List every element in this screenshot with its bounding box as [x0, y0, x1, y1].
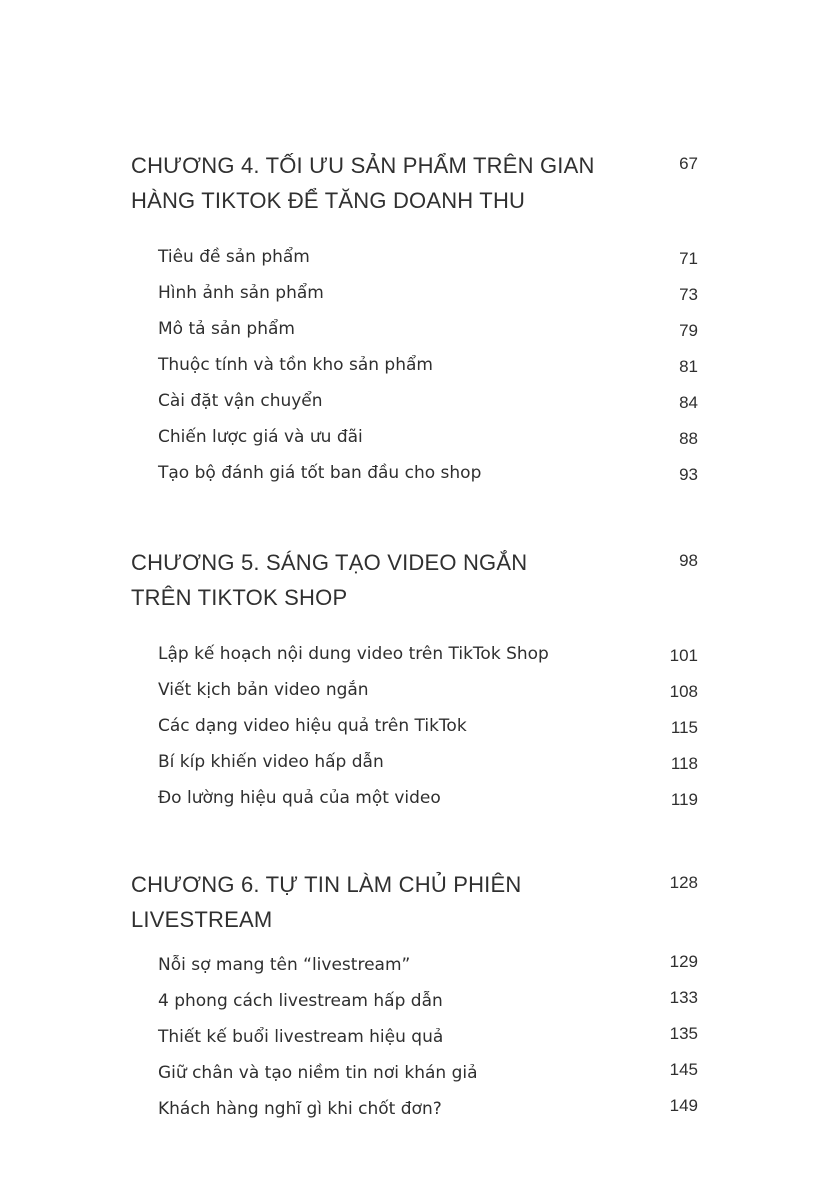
entry-title: Mô tả sản phẩm	[158, 319, 295, 339]
chapter-heading	[131, 148, 701, 218]
chapter-5	[131, 545, 701, 820]
entry-page-number: 118	[670, 754, 698, 773]
entry-page-number: 84	[679, 393, 698, 412]
entry-title: Thuộc tính và tồn kho sản phẩm	[158, 355, 433, 375]
entry-title: Chiến lược giá và ưu đãi	[158, 427, 363, 447]
entry-page-number: 101	[669, 646, 698, 665]
entry-page-number: 119	[670, 790, 698, 809]
toc-entry	[131, 748, 701, 784]
toc-entry	[131, 951, 701, 987]
entry-title: Bí kíp khiến video hấp dẫn	[158, 752, 384, 772]
section-list	[131, 640, 701, 820]
entry-title: Đo lường hiệu quả của một video	[158, 788, 441, 808]
entry-page-number: 108	[669, 682, 698, 701]
toc-entry	[131, 423, 701, 459]
entry-title: Khách hàng nghĩ gì khi chốt đơn?	[158, 1099, 442, 1119]
entry-page-number: 133	[669, 988, 698, 1007]
entry-page-number: 79	[679, 321, 698, 340]
chapter-4	[131, 148, 701, 495]
toc-entry	[131, 279, 701, 315]
chapter-title: CHƯƠNG 5. SÁNG TẠO VIDEO NGẮN TRÊN TIKTOK SHOP	[131, 550, 528, 610]
toc-entry	[131, 1095, 701, 1131]
toc-entry	[131, 351, 701, 387]
entry-title: Nỗi sợ mang tên “livestream”	[158, 955, 411, 975]
chapter-page-number: 98	[679, 551, 698, 570]
entry-page-number: 145	[669, 1060, 698, 1079]
entry-title: Cài đặt vận chuyển	[158, 391, 323, 411]
entry-page-number: 115	[670, 718, 698, 737]
toc-entry	[131, 987, 701, 1023]
entry-page-number: 81	[679, 357, 698, 376]
entry-title: Hình ảnh sản phẩm	[158, 283, 324, 303]
toc-entry	[131, 459, 701, 495]
entry-page-number: 73	[679, 285, 698, 304]
toc-entry	[131, 315, 701, 351]
entry-page-number: 129	[669, 952, 698, 971]
toc-entry	[131, 387, 701, 423]
entry-title: Tiêu đề sản phẩm	[158, 247, 310, 267]
entry-page-number: 88	[679, 429, 698, 448]
entry-title: Lập kế hoạch nội dung video trên TikTok Shop	[158, 644, 549, 664]
entry-page-number: 149	[669, 1096, 698, 1115]
entry-title: Các dạng video hiệu quả trên TikTok	[158, 716, 467, 736]
toc-entry	[131, 676, 701, 712]
toc-entry	[131, 243, 701, 279]
entry-page-number: 135	[669, 1024, 698, 1043]
chapter-6	[131, 867, 701, 1131]
chapter-title: CHƯƠNG 6. TỰ TIN LÀM CHỦ PHIÊN LIVESTREAM	[131, 872, 522, 932]
entry-title: 4 phong cách livestream hấp dẫn	[158, 991, 443, 1011]
toc-entry	[131, 1059, 701, 1095]
entry-title: Giữ chân và tạo niềm tin nơi khán giả	[158, 1063, 478, 1083]
entry-title: Tạo bộ đánh giá tốt ban đầu cho shop	[158, 463, 482, 483]
toc-entry	[131, 712, 701, 748]
entry-title: Viết kịch bản video ngắn	[158, 680, 369, 700]
chapter-page-number: 67	[679, 154, 698, 173]
entry-page-number: 93	[679, 465, 698, 484]
chapter-heading	[131, 867, 701, 937]
toc-entry	[131, 1023, 701, 1059]
chapter-page-number: 128	[669, 873, 698, 892]
chapter-title: CHƯƠNG 4. TỐI ƯU SẢN PHẨM TRÊN GIAN HÀNG TIKTOK ĐỂ TĂNG DOANH THU	[131, 153, 595, 213]
chapter-heading	[131, 545, 701, 615]
toc-entry	[131, 784, 701, 820]
toc-entry	[131, 640, 701, 676]
section-list	[131, 951, 701, 1131]
entry-page-number: 71	[679, 249, 698, 268]
entry-title: Thiết kế buổi livestream hiệu quả	[158, 1027, 444, 1047]
section-list	[131, 243, 701, 495]
